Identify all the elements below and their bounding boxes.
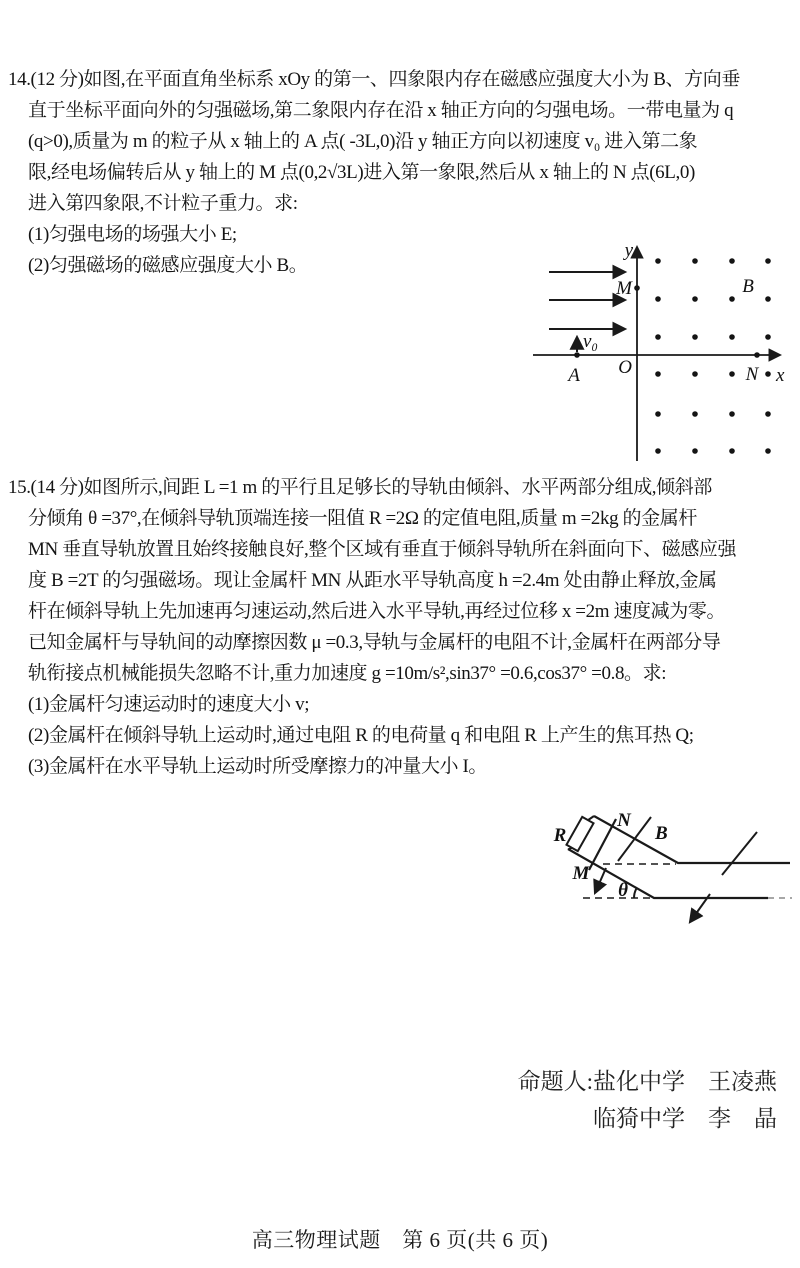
p14-line-3: (q>0),质量为 m 的粒子从 x 轴上的 A 点( -3L,0)沿 y 轴正方向以初速度 v₀ 进入第二象 bbox=[28, 131, 698, 152]
field-dot bbox=[655, 448, 661, 454]
rod-M-label: M bbox=[572, 863, 590, 884]
point-A-label: A bbox=[568, 365, 580, 386]
b-field-arrow-left bbox=[595, 868, 606, 893]
field-dot bbox=[765, 371, 771, 377]
field-dot bbox=[692, 411, 698, 417]
field-dot bbox=[765, 448, 771, 454]
theta-angle-arc bbox=[634, 888, 637, 898]
field-dot bbox=[729, 411, 735, 417]
p15-line-1: 15.(14 分)如图所示,间距 L =1 m 的平行且足够长的导轨由倾斜、水平两部分组成,倾斜部 bbox=[8, 477, 712, 498]
origin-label: O bbox=[618, 357, 632, 378]
b-field-label: B bbox=[655, 823, 668, 844]
p15-line-4: 度 B =2T 的匀强磁场。现让金属杆 MN 从距水平导轨高度 h =2.4m 处由静止释放,金属 bbox=[28, 570, 717, 591]
field-dot bbox=[655, 371, 661, 377]
field-dot bbox=[729, 296, 735, 302]
p14-line-5: 进入第四象限,不计粒子重力。求: bbox=[28, 193, 298, 214]
field-dot bbox=[729, 448, 735, 454]
point-M-dot bbox=[634, 285, 640, 291]
field-dot bbox=[692, 296, 698, 302]
p15-line-3: MN 垂直导轨放置且始终接触良好,整个区域有垂直于倾斜导轨所在斜面向下、磁感应强 bbox=[28, 539, 737, 560]
rod-MN bbox=[589, 819, 616, 870]
point-N-label: N bbox=[745, 364, 759, 385]
field-dot bbox=[765, 258, 771, 264]
credits-block bbox=[518, 1063, 777, 1137]
field-dot bbox=[655, 411, 661, 417]
field-dot bbox=[729, 334, 735, 340]
field-dot bbox=[692, 334, 698, 340]
field-dot bbox=[692, 258, 698, 264]
field-dot bbox=[692, 371, 698, 377]
field-dot bbox=[655, 258, 661, 264]
resistor-label: R bbox=[553, 825, 567, 846]
credits-line-1: 命题人:盐化中学 王凌燕 bbox=[517, 1069, 777, 1094]
diagram-xoy-fields bbox=[515, 232, 800, 464]
x-axis-label: x bbox=[776, 365, 785, 386]
p15-line-2: 分倾角 θ =37°,在倾斜导轨顶端连接一阻值 R =2Ω 的定值电阻,质量 m =2kg 的金属杆 bbox=[28, 508, 697, 529]
field-dot bbox=[655, 296, 661, 302]
p15-line-5: 杆在倾斜导轨上先加速再匀速运动,然后进入水平导轨,再经过位移 x =2m 速度减为零。 bbox=[28, 601, 726, 622]
field-dot bbox=[765, 411, 771, 417]
p14-question-1: (1)匀强电场的场强大小 E; bbox=[28, 224, 237, 245]
p14-line-2: 直于坐标平面向外的匀强磁场,第二象限内存在沿 x 轴正方向的匀强电场。一带电量为 q bbox=[28, 100, 734, 121]
field-dot bbox=[729, 371, 735, 377]
field-dot bbox=[765, 296, 771, 302]
b-field-slash-right bbox=[722, 832, 757, 875]
resistor-box bbox=[566, 817, 593, 851]
field-dot bbox=[765, 334, 771, 340]
problem-15 bbox=[8, 472, 794, 782]
diagram-inclined-rails bbox=[540, 798, 800, 938]
p15-question-2: (2)金属杆在倾斜导轨上运动时,通过电阻 R 的电荷量 q 和电阻 R 上产生的焦耳热 Q; bbox=[28, 725, 694, 746]
point-A-dot bbox=[574, 352, 580, 358]
p14-line-1: 14.(12 分)如图,在平面直角坐标系 xOy 的第一、四象限内存在磁感应强度大小为 B、方向垂 bbox=[8, 69, 740, 90]
e-field-arrows bbox=[549, 272, 625, 329]
b-field-label: B bbox=[742, 276, 754, 297]
p15-question-1: (1)金属杆匀速运动时的速度大小 v; bbox=[28, 694, 310, 715]
p15-line-6: 已知金属杆与导轨间的动摩擦因数 μ =0.3,导轨与金属杆的电阻不计,金属杆在两部分导 bbox=[28, 632, 721, 653]
page-footer: 高三物理试题 第 6 页(共 6 页) bbox=[251, 1228, 549, 1252]
y-axis-label: y bbox=[624, 240, 633, 261]
credits-line-2: 临猗中学 李 晶 bbox=[593, 1106, 777, 1131]
p15-question-3: (3)金属杆在水平导轨上运动时所受摩擦力的冲量大小 I。 bbox=[28, 756, 488, 777]
rod-N-label: N bbox=[617, 810, 631, 831]
theta-label: θ bbox=[618, 880, 628, 901]
field-dot bbox=[692, 448, 698, 454]
p14-line-4: 限,经电场偏转后从 y 轴上的 M 点(0,2√3L)进入第一象限,然后从 x 轴上的 N 点(6L,0) bbox=[28, 162, 695, 183]
v0-label: v₀ bbox=[583, 331, 599, 352]
p14-question-2: (2)匀强磁场的磁感应强度大小 B。 bbox=[28, 255, 308, 276]
field-dot bbox=[655, 334, 661, 340]
point-M-label: M bbox=[616, 278, 632, 299]
point-N-dot bbox=[754, 352, 760, 358]
field-dot bbox=[729, 258, 735, 264]
p15-line-7: 轨衔接点机械能损失忽略不计,重力加速度 g =10m/s²,sin37° =0.6,cos37° =0.8。求: bbox=[28, 663, 667, 684]
